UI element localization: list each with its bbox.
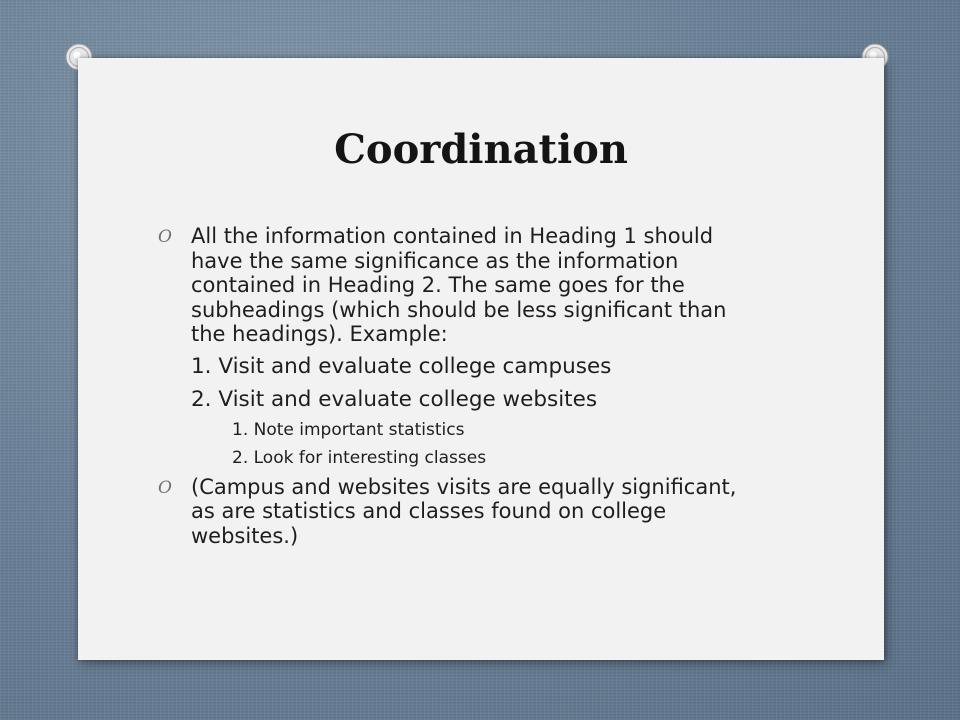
bullet-item	[158, 475, 758, 549]
bullet-text: (Campus and websites visits are equally significant, as are statistics and classes found on college websites.)	[191, 474, 737, 548]
slide-body	[158, 224, 758, 548]
bullet-text: All the information contained in Heading 1 should have the same significance as the information contained in Heading 2. The same goes for the subheadings (which should be less significant than the headings). Example:	[191, 224, 727, 346]
bullet-marker-icon: O	[158, 227, 172, 247]
slide-title: Coordination	[334, 126, 628, 173]
bullet-marker-icon: O	[158, 477, 172, 498]
bullet-item	[158, 224, 758, 347]
example-sublist-item: 1. Note important statistics	[232, 419, 465, 440]
example-list-item: 2. Visit and evaluate college websites	[191, 386, 598, 412]
example-sublist-item: 2. Look for interesting classes	[232, 447, 487, 468]
example-list-item: 1. Visit and evaluate college campuses	[191, 353, 612, 379]
